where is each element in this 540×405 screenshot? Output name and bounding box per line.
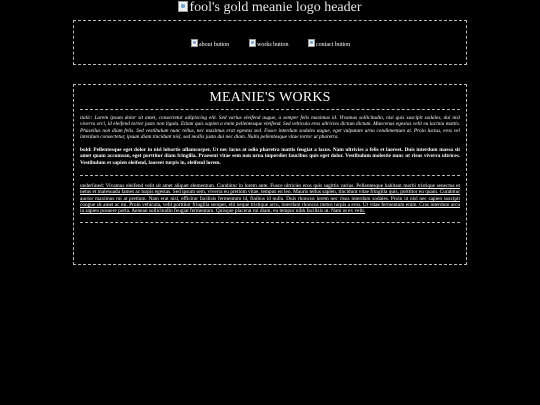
logo-alt-text: fool's gold meanie logo header	[189, 0, 362, 15]
page-title: MEANIE'S WORKS	[209, 90, 331, 105]
bold-paragraph: bold: Pellentesque eget dolor in nisl lobortis ullamcorper. Ut nec lacus at odio pharetra mattis feugiat a lacus. Nam ultricies a felis et laoreet. Duis interdum massa sit amet quam accumsan, eget porttitor diam fringilla. Praesent vitae sem non urna imperdiet faucibus quis eget dolor. Vestibulum molestie nunc ut risus viverra ultrices. Vestibulum et sapien eleifend, laoreet turpis in, eleifend lorem.	[80, 147, 460, 166]
italic-paragraph: italic: Lorem ipsum dolor sit amet, consectetur adipiscing elit. Sed varius eleifend augue, a semper felis maximus id. Vivamus sollicitudin, nisi quis suscipit sodales, dui nisl viverra orci, id eleifend tortor justo non ligula. Etiam quis sapien a enim pellentesque eleifend. Sed vehicula eros ultricies dictum dictum. Maecenas egestas velit eu lacinia mattis. Phasellus non diam felis. Sed vestibulum nunc tellus, nec maximus erat egestas sed. Fusce interdum sodales augue, eget vulputate urna condimentum at. Proin luctus, eros vel interdum consectetur, ipsum diam tincidunt nisl, sed mollis justo dui nec diam. Nulla pellentesque vitae tortor ut pharetra.	[80, 115, 460, 140]
works-button[interactable]	[249, 39, 289, 49]
underlined-paragraph: underlined: Vivamus eleifend velit sit amet aliquet elementum. Curabitur in lorem ante. Fusce ultricies eros quis sagittis varius. Pellentesque habitant morbi tristique senectus et netus et malesuada fames ac turpis egestas. Sed ipsum sem, viverra eu pretium vitae, tempus eu leo. Mauris tellus sapien, tincidunt vitae fringilla quis, porttitor eu quam. Curabitur auctor maximus mi at pretium. Nam erat nisl, efficitur facilisis fermentum id, finibus id nulla. Duis rhoncus lorem nec risus interdum sodales. Proin ut nisl nec sapien suscipit congue sit amet ac mi. Proin vehicula, velit porttitor fringilla semper, elit neque tristique arcu, interdum rhoncus metus turpis a eros. Ut vitae fermentum enim. Cras interdum arcu in sapien posuere porta. Aenean sollicitudin feugiat fermentum. Quisque placerat mi diam, eu tempor nibh facilisis ut. Nam ut ex velit.	[80, 183, 460, 215]
contact-button-label: contact button	[316, 42, 351, 48]
broken-image-icon	[178, 1, 188, 12]
content-panel	[73, 84, 467, 265]
divider	[80, 175, 460, 176]
broken-image-icon	[308, 39, 315, 47]
logo-header	[0, 0, 540, 16]
broken-image-icon	[249, 39, 256, 47]
about-button[interactable]	[191, 39, 229, 49]
broken-image-icon	[191, 39, 198, 47]
contact-button[interactable]	[308, 39, 350, 49]
nav-bar	[73, 20, 467, 65]
divider	[80, 222, 460, 223]
divider	[80, 109, 460, 110]
about-button-label: about button	[199, 42, 230, 48]
works-button-label: works button	[257, 42, 289, 48]
